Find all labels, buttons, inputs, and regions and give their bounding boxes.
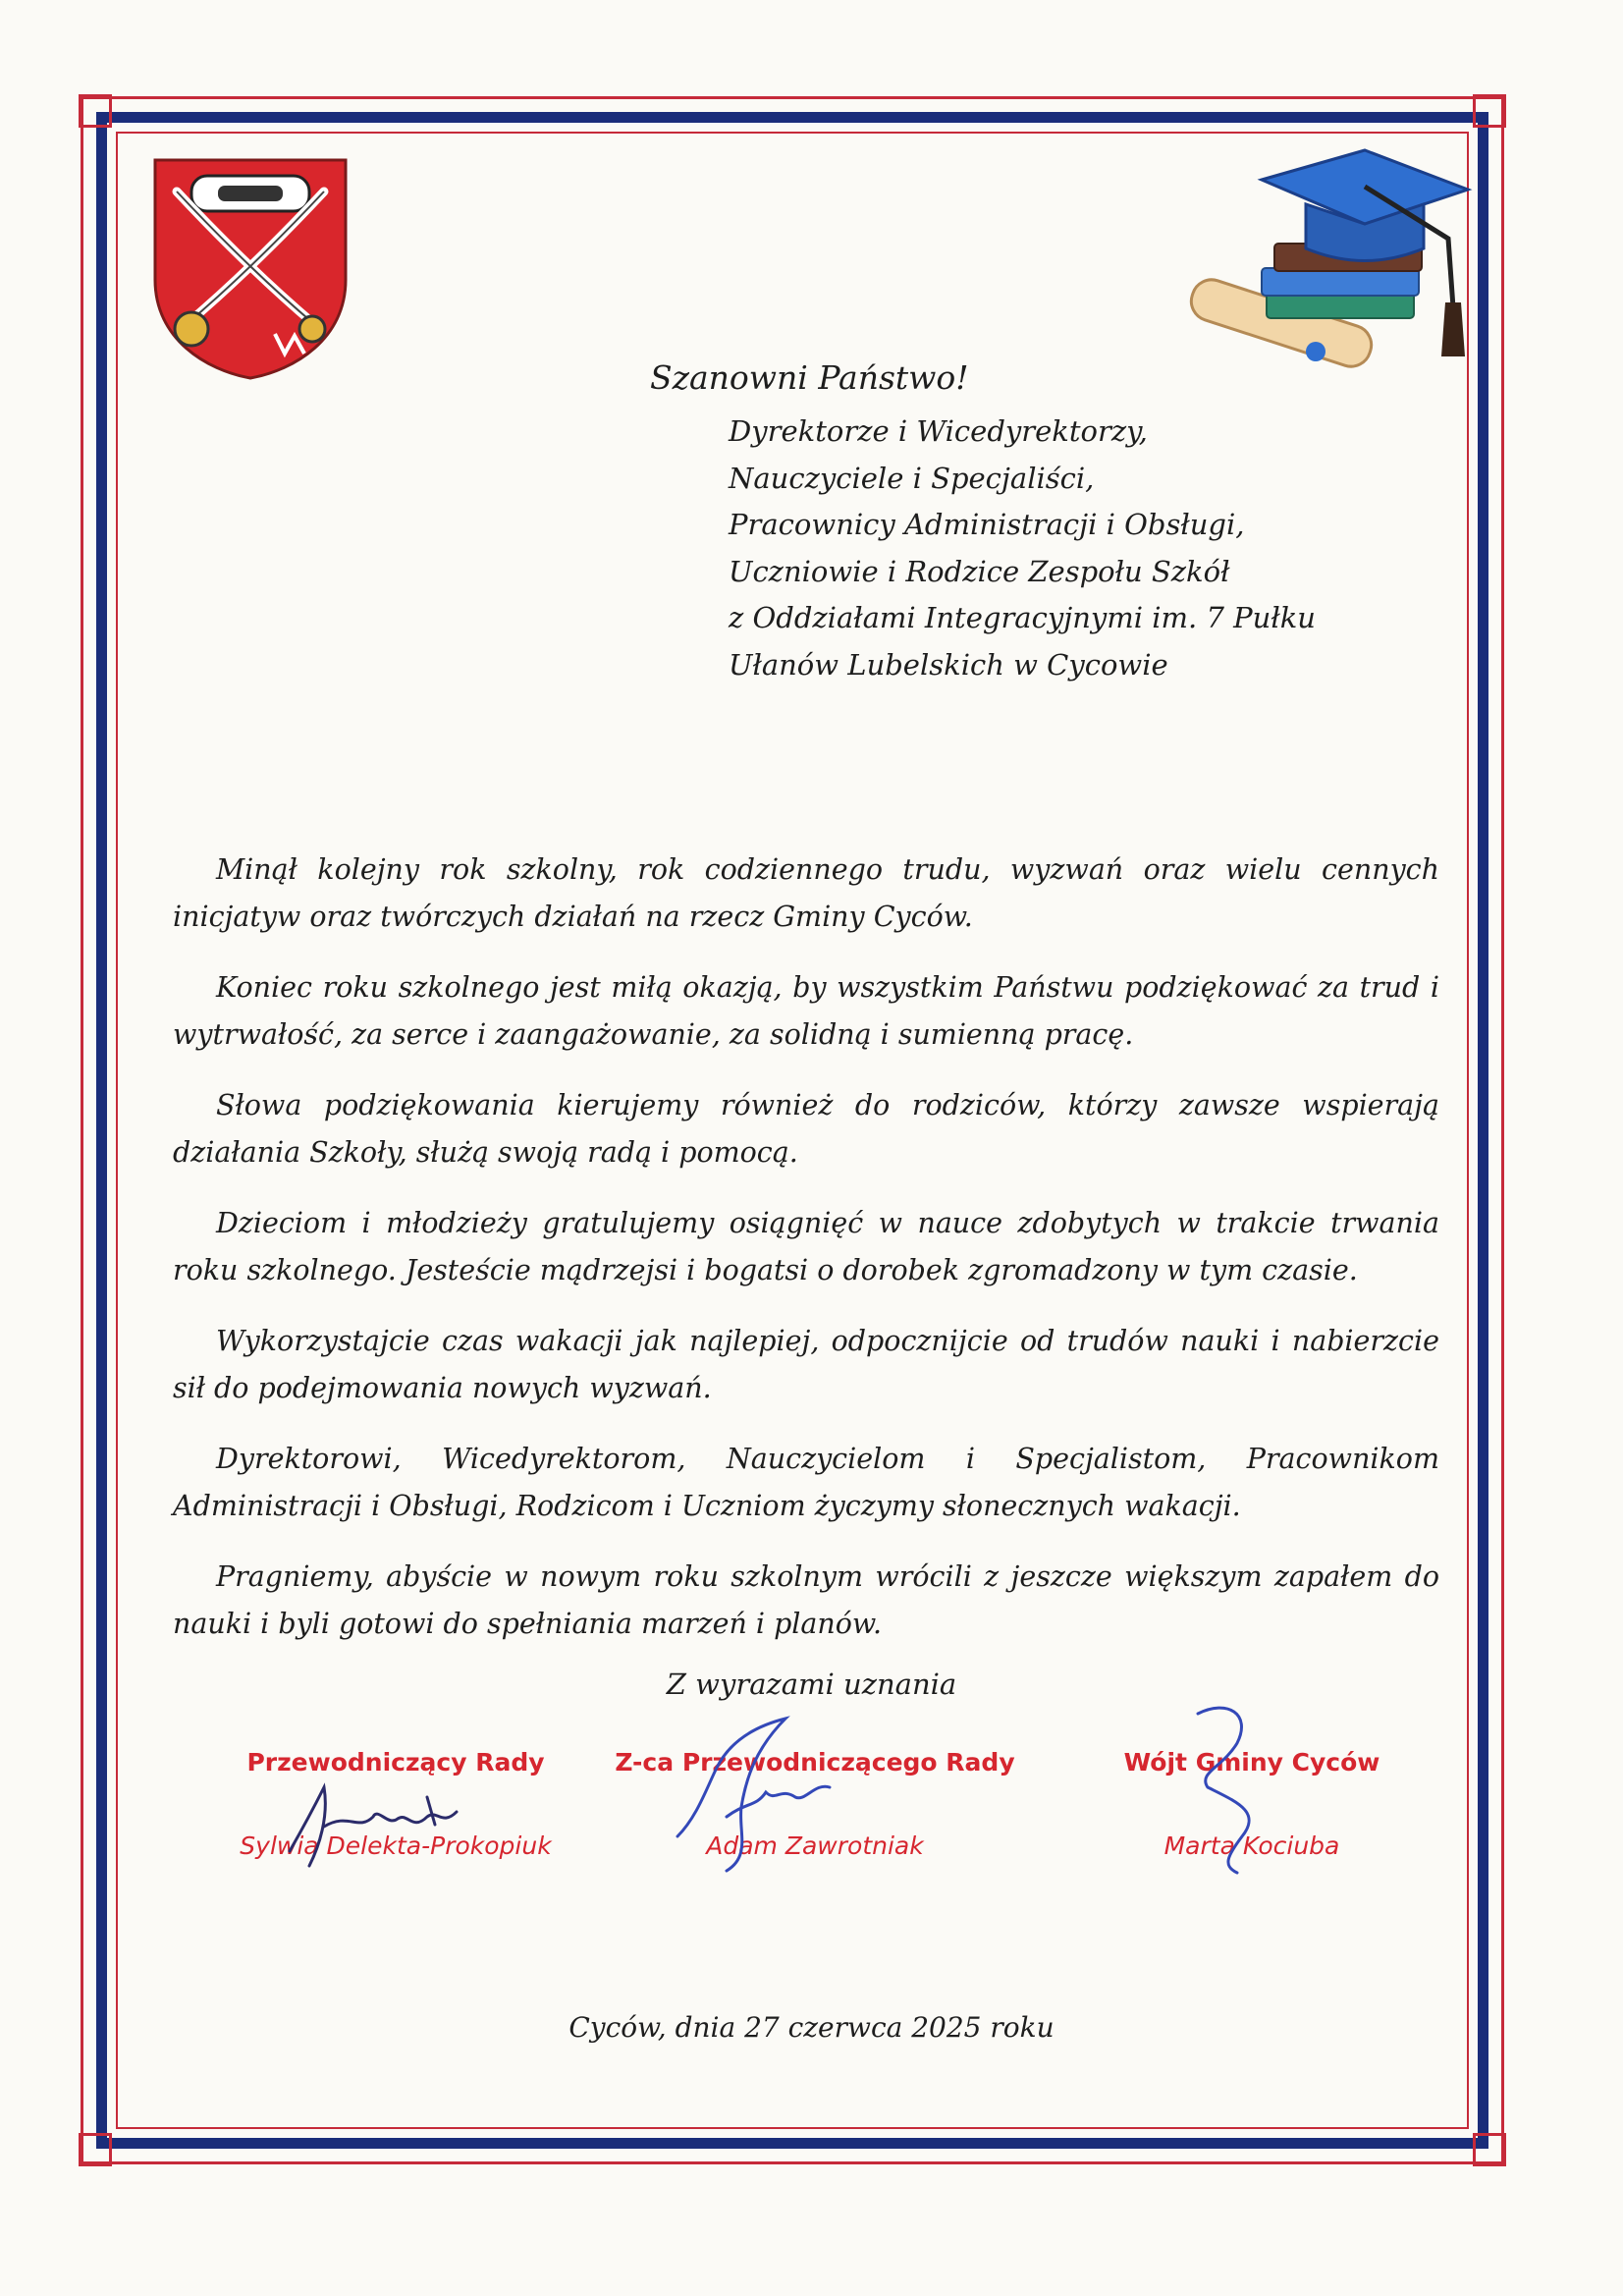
recipient-line: Ułanów Lubelskich w Cycowie xyxy=(729,647,1168,682)
recipient-line: Nauczyciele i Specjaliści, xyxy=(729,461,1095,495)
salutation: Szanowni Państwo! xyxy=(650,358,969,397)
signatory-title: Z-ca Przewodniczącego Rady xyxy=(615,1748,1015,1777)
signature-block-mayor xyxy=(1046,1748,1458,1860)
closing-phrase: Z wyrazami uznania xyxy=(666,1667,957,1701)
recipient-list xyxy=(729,409,1316,688)
recipient-line: Uczniowie i Rodzice Zespołu Szkół xyxy=(729,554,1230,588)
signatory-name: Marta Kociuba xyxy=(1163,1831,1340,1860)
signatory-title: Wójt Gminy Cyców xyxy=(1123,1748,1380,1777)
body-paragraph: Dzieciom i młodzieży gratulujemy osiągnięć w nauce zdobytych w trakcie trwania roku szkolnego. Jesteście mądrzejsi i bogatsi o dorobek zgromadzony w tym czasie. xyxy=(173,1207,1439,1286)
signature-block-deputy-chair xyxy=(609,1748,1021,1860)
graduation-cap-icon xyxy=(1168,145,1483,391)
signature-block-chair xyxy=(189,1748,602,1860)
body-paragraph: Słowa podziękowania kierujemy również do rodziców, którzy zawsze wspierają działania Szkoły, służą swoją radą i pomocą. xyxy=(173,1089,1439,1169)
frame-corner-top-right xyxy=(1473,94,1506,128)
body-paragraph: Dyrektorowi, Wicedyrektorom, Nauczycielom i Specjalistom, Pracownikom Administracji i Obsługi, Rodzicom i Uczniom życzymy słonecznych wakacji. xyxy=(173,1443,1439,1522)
recipient-line: Pracownicy Administracji i Obsługi, xyxy=(729,508,1245,541)
body-paragraph: Minął kolejny rok szkolny, rok codziennego trudu, wyzwań oraz wielu cennych inicjatyw oraz twórczych działań na rzecz Gminy Cyców. xyxy=(173,853,1439,933)
frame-corner-bottom-right xyxy=(1473,2133,1506,2166)
place-and-date: Cyców, dnia 27 czerwca 2025 roku xyxy=(568,2011,1055,2044)
coat-of-arms-icon xyxy=(147,152,353,383)
signatory-name: Adam Zawrotniak xyxy=(706,1831,924,1860)
letter-body xyxy=(173,847,1439,1671)
body-paragraph: Pragniemy, abyście w nowym roku szkolnym wrócili z jeszcze większym zapałem do nauki i byli gotowi do spełniania marzeń i planów. xyxy=(173,1560,1439,1640)
body-paragraph: Wykorzystajcie czas wakacji jak najlepiej, odpocznijcie od trudów nauki i nabierzcie sił do podejmowania nowych wyzwań. xyxy=(173,1325,1439,1404)
frame-corner-bottom-left xyxy=(79,2133,112,2166)
body-paragraph: Koniec roku szkolnego jest miłą okazją, by wszystkim Państwu podziękować za trud i wytrwałość, za serce i zaangażowanie, za solidną i sumienną pracę. xyxy=(173,971,1439,1051)
frame-corner-top-left xyxy=(79,94,112,128)
signatory-name: Sylwia Delekta-Prokopiuk xyxy=(240,1831,552,1860)
recipient-line: z Oddziałami Integracyjnymi im. 7 Pułku xyxy=(729,601,1316,634)
recipient-line: Dyrektorze i Wicedyrektorzy, xyxy=(729,414,1148,448)
signatory-title: Przewodniczący Rady xyxy=(246,1748,545,1777)
